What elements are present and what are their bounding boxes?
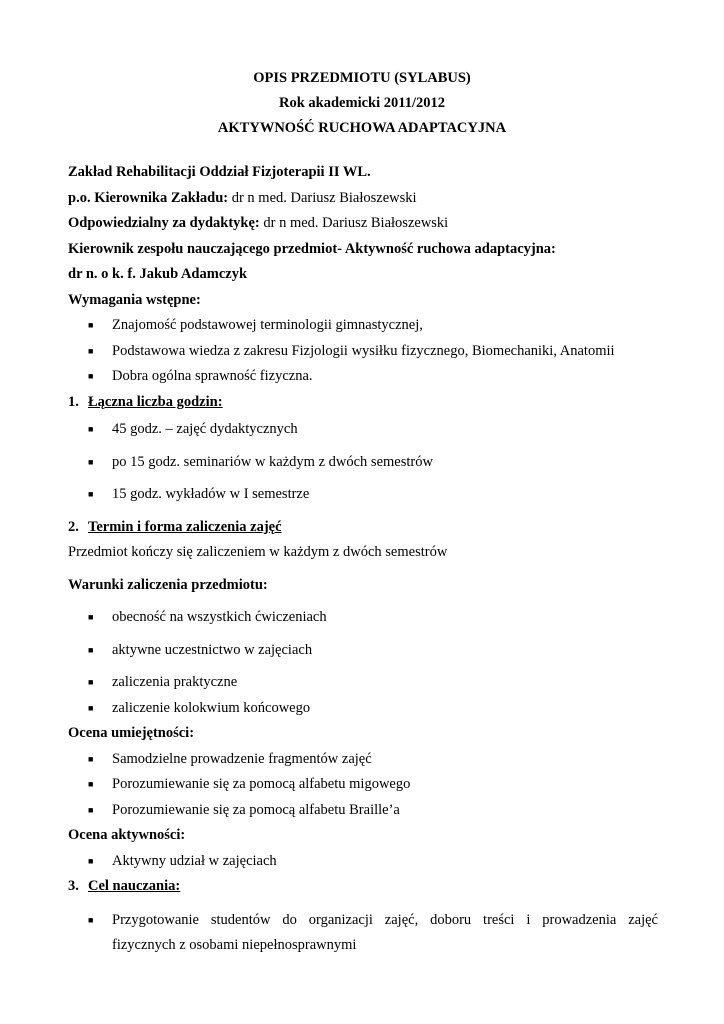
list-item: ■ Dobra ogólna sprawność fizyczna. xyxy=(68,364,658,390)
academic-year: Rok akademicki 2011/2012 xyxy=(279,95,445,111)
bullet-icon: ■ xyxy=(88,489,94,499)
bullet-icon: ■ xyxy=(88,320,94,330)
bullet-icon: ■ xyxy=(88,914,94,925)
bullet-icon: ■ xyxy=(88,345,94,356)
list-item: ■ 45 godz. – zajęć dydaktycznych xyxy=(68,417,658,443)
list-item: ■ 15 godz. wykładów w I semestrze xyxy=(68,482,658,508)
section-3-heading: 3. Cel nauczania: xyxy=(68,878,181,894)
teaching-label: Odpowiedzialny za dydaktykę: xyxy=(68,215,260,231)
list-item: ■ Znajomość podstawowej terminologii gimnastycznej, xyxy=(68,313,658,339)
document-body xyxy=(68,160,658,959)
bullet-icon: ■ xyxy=(88,677,94,687)
requirements-heading: Wymagania wstępne: xyxy=(68,291,201,308)
bullet-icon: ■ xyxy=(88,779,94,789)
list-item: ■ Podstawowa wiedza z zakresu Fizjologii wysiłku fizycznego, Biomechaniki, Anatomii xyxy=(68,339,658,365)
list-item: ■ obecność na wszystkich ćwiczeniach xyxy=(68,605,658,631)
bullet-icon: ■ xyxy=(88,804,94,815)
list-item: ■ Samodzielne prowadzenie fragmentów zajęć xyxy=(68,747,658,773)
bullet-icon: ■ xyxy=(88,702,94,713)
team-leader-name: dr n. o k. f. Jakub Adamczyk xyxy=(68,266,248,282)
bullet-icon: ■ xyxy=(88,612,94,622)
list-item: ■ Porozumiewanie się za pomocą alfabetu migowego xyxy=(68,772,658,798)
unit-name: Zakład Rehabilitacji Oddział Fizjoterapii II WL. xyxy=(68,164,371,180)
document-title: OPIS PRZEDMIOTU (SYLABUS) xyxy=(253,70,471,86)
list-item-continuation: fizycznych z osobami niepełnosprawnymi xyxy=(112,937,357,953)
bullet-icon: ■ xyxy=(88,644,94,655)
activity-heading: Ocena aktywności: xyxy=(68,827,186,843)
bullet-icon: ■ xyxy=(88,371,94,381)
bullet-icon: ■ xyxy=(88,855,94,866)
bullet-icon: ■ xyxy=(88,456,94,467)
list-item: ■ zaliczenia praktyczne xyxy=(68,670,658,696)
teaching-value: dr n med. Dariusz Białoszewski xyxy=(259,215,449,231)
bullet-icon: ■ xyxy=(88,753,94,764)
head-label: p.o. Kierownika Zakładu: xyxy=(68,189,229,206)
section-1-heading: 1. Łączna liczba godzin: xyxy=(68,393,223,410)
head-of-unit xyxy=(68,186,658,212)
team-leader-label: Kierownik zespołu nauczającego przedmiot- Aktywność ruchowa adaptacyjna: xyxy=(68,240,556,257)
list-item: ■ aktywne uczestnictwo w zajęciach xyxy=(68,638,658,664)
completion-text: Przedmiot kończy się zaliczeniem w każdym z dwóch semestrów xyxy=(68,544,448,560)
list-item: ■ Porozumiewanie się za pomocą alfabetu Braille’a xyxy=(68,798,658,824)
document-header xyxy=(0,66,724,141)
conditions-heading: Warunki zaliczenia przedmiotu: xyxy=(68,576,268,593)
subject-title: AKTYWNOŚĆ RUCHOWA ADAPTACYJNA xyxy=(217,120,507,136)
list-item: ■ po 15 godz. seminariów w każdym z dwóch semestrów xyxy=(68,450,658,476)
head-value: dr n med. Dariusz Białoszewski xyxy=(228,189,417,206)
list-item: ■ zaliczenie kolokwium końcowego xyxy=(68,696,658,722)
list-item: ■ Aktywny udział w zajęciach xyxy=(68,849,658,875)
list-item: ■ Przygotowanie studentów do organizacji zajęć, doboru treści i prowadzenia zajęć xyxy=(68,908,658,934)
bullet-icon: ■ xyxy=(88,424,94,434)
skills-heading: Ocena umiejętności: xyxy=(68,725,195,741)
section-2-heading: 2. Termin i forma zaliczenia zajęć xyxy=(68,518,282,535)
teaching-responsible xyxy=(68,211,658,237)
